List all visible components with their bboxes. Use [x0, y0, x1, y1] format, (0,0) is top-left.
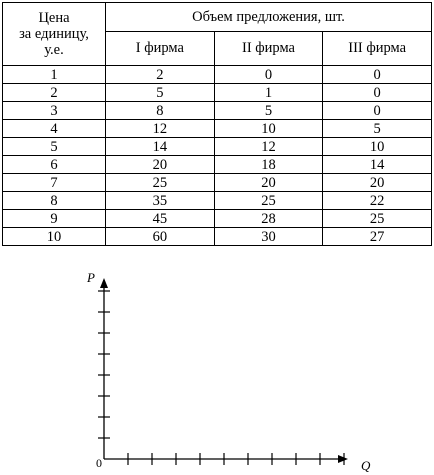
firm-3-cell: 14	[323, 156, 432, 174]
table-row	[3, 174, 432, 192]
table-row	[3, 102, 432, 120]
firm-2-cell: 20	[214, 174, 323, 192]
firm-2-header: II фирма	[214, 32, 323, 66]
price-axis-label: P	[87, 270, 95, 285]
table-header-row	[3, 3, 432, 32]
price-header-line: у.е.	[44, 42, 64, 58]
firm-2-cell: 12	[214, 138, 323, 156]
quantity-axis-label: Q	[361, 458, 371, 473]
firm-2-cell: 28	[214, 210, 323, 228]
firm-3-cell: 22	[323, 192, 432, 210]
price-cell: 3	[3, 102, 106, 120]
firm-1-cell: 2	[106, 66, 215, 84]
firm-2-cell: 10	[214, 120, 323, 138]
firm-3-cell: 27	[323, 228, 432, 246]
firm-2-cell: 5	[214, 102, 323, 120]
firm-1-cell: 45	[106, 210, 215, 228]
firm-2-cell: 30	[214, 228, 323, 246]
firm-3-cell: 20	[323, 174, 432, 192]
firm-3-cell: 5	[323, 120, 432, 138]
price-header-line: за единицу,	[19, 26, 89, 42]
table-row	[3, 66, 432, 84]
price-per-unit-header	[3, 3, 106, 66]
price-cell: 10	[3, 228, 106, 246]
firm-1-cell: 35	[106, 192, 215, 210]
firm-2-cell: 1	[214, 84, 323, 102]
firm-1-cell: 20	[106, 156, 215, 174]
firm-3-cell: 25	[323, 210, 432, 228]
price-header-line: Цена	[38, 10, 70, 26]
price-cell: 9	[3, 210, 106, 228]
firm-1-cell: 5	[106, 84, 215, 102]
supply-volume-table	[2, 2, 432, 246]
firm-2-cell: 18	[214, 156, 323, 174]
supply-volume-header: Объем предложения, шт.	[106, 3, 432, 32]
table-row	[3, 84, 432, 102]
firm-3-cell: 10	[323, 138, 432, 156]
table-row	[3, 192, 432, 210]
firm-3-cell: 0	[323, 102, 432, 120]
blank-supply-graph	[0, 262, 434, 475]
firm-1-cell: 14	[106, 138, 215, 156]
table-row	[3, 138, 432, 156]
firm-2-cell: 0	[214, 66, 323, 84]
firm-1-cell: 8	[106, 102, 215, 120]
graph-canvas	[0, 262, 434, 475]
firm-1-header: I фирма	[106, 32, 215, 66]
table-row	[3, 210, 432, 228]
price-cell: 8	[3, 192, 106, 210]
firm-1-cell: 60	[106, 228, 215, 246]
price-cell: 1	[3, 66, 106, 84]
firm-3-header: III фирма	[323, 32, 432, 66]
price-cell: 4	[3, 120, 106, 138]
price-cell: 6	[3, 156, 106, 174]
firm-1-cell: 12	[106, 120, 215, 138]
firm-3-cell: 0	[323, 84, 432, 102]
firm-1-cell: 25	[106, 174, 215, 192]
firm-3-cell: 0	[323, 66, 432, 84]
price-axis-arrow-icon	[100, 278, 108, 288]
table-row	[3, 228, 432, 246]
firm-2-cell: 25	[214, 192, 323, 210]
supply-table-container	[2, 2, 432, 246]
price-cell: 5	[3, 138, 106, 156]
origin-label: 0	[96, 456, 102, 470]
price-cell: 7	[3, 174, 106, 192]
price-cell: 2	[3, 84, 106, 102]
table-row	[3, 156, 432, 174]
table-row	[3, 120, 432, 138]
quantity-axis-arrow-icon	[338, 455, 348, 463]
